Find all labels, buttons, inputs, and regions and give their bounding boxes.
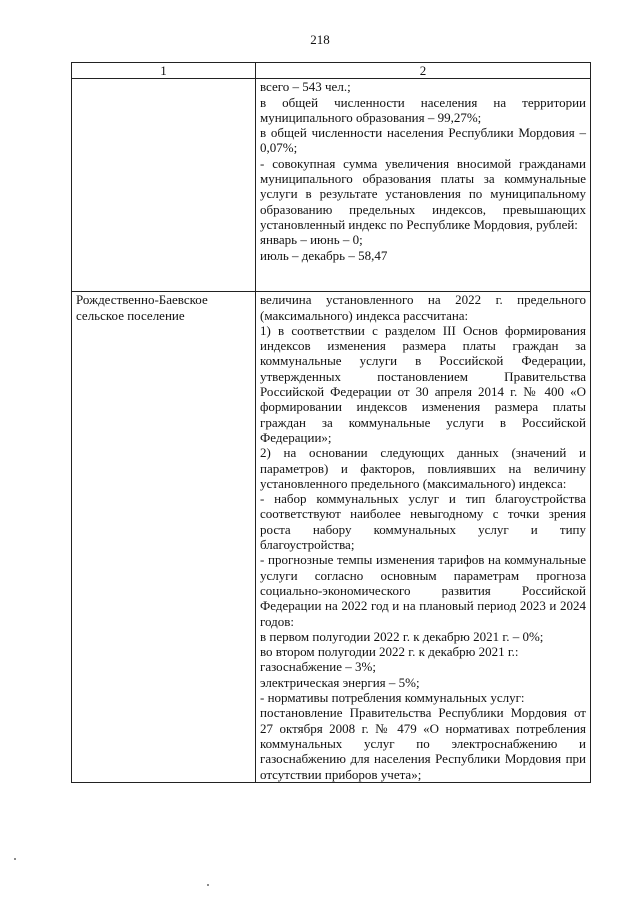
text-line: всего – 543 чел.; (260, 79, 351, 95)
text-line: во втором полугодии 2022 г. к декабрю 2021 г.: (260, 644, 519, 660)
text-line: - нормативы потребления коммунальных услуг: (260, 690, 525, 706)
text-line: величина установленного на 2022 г. предельного (максимального) индекса рассчитана: (260, 292, 586, 323)
table-cell-description (256, 79, 591, 292)
document-table (71, 62, 591, 783)
text-line: электрическая энергия – 5%; (260, 674, 420, 690)
text-line: 2) на основании следующих данных (значений и параметров) и факторов, повлиявших на величину установленного предельного (максимального) индекса: (260, 445, 586, 491)
text-line: июль – декабрь – 58,47 (260, 247, 388, 263)
text-line: в общей численности населения на территории муниципального образования – 99,27%; (260, 94, 586, 125)
table-row (72, 79, 591, 292)
text-line: газоснабжение – 3%; (260, 659, 376, 675)
scan-artifact (14, 858, 16, 860)
text-line: - прогнозные темпы изменения тарифов на коммунальные услуги согласно основным параметрам прогноза социально-экономического развития Российской Федерации на 2022 год и на плановый период 2023 и 2024 годов: (260, 552, 586, 629)
text-line: 1) в соответствии с разделом III Основ формирования индексов изменения размера платы граждан за коммунальные услуги в Российской Федерации, утвержденных постановлением Правительства Российской Федерации от 30 апреля 2014 г. № 400 «О формировании индексов изменения размера платы граждан за коммунальные услуги в Российской Федерации»; (260, 322, 586, 445)
page-number: 218 (310, 32, 330, 47)
text-line: в общей численности населения Республики Мордовия – 0,07%; (260, 125, 586, 156)
text-line: - совокупная сумма увеличения вносимой гражданами муниципального образования платы за коммунальные услуги в результате установления по муниципальному образованию предельных индексов, превышающих установленный индекс по Республике Мордовия, рублей: (260, 155, 586, 232)
scan-artifact (207, 884, 209, 886)
text-line: январь – июнь – 0; (260, 232, 363, 248)
column-header-1: 1 (72, 63, 256, 79)
column-header-2: 2 (256, 63, 591, 79)
table-header-row (72, 63, 591, 79)
table-cell-municipality: Рождественно-Баевское сельское поселение (72, 292, 256, 783)
text-line: в первом полугодии 2022 г. к декабрю 2021 г. – 0%; (260, 628, 544, 644)
text-line: постановление Правительства Республики Мордовия от 27 октября 2008 г. № 479 «О нормативах потребления коммунальных услуг по электроснабжению и газоснабжению для населения Республики Мордовия при отсутствии приборов учета»; (260, 705, 586, 782)
table-row (72, 292, 591, 783)
table-cell-description (256, 292, 591, 783)
text-line: - набор коммунальных услуг и тип благоустройства соответствуют наиболее невыгодному с точки зрения роста набору коммунальных услуг и типу благоустройства; (260, 491, 586, 553)
table-cell-municipality (72, 79, 256, 292)
